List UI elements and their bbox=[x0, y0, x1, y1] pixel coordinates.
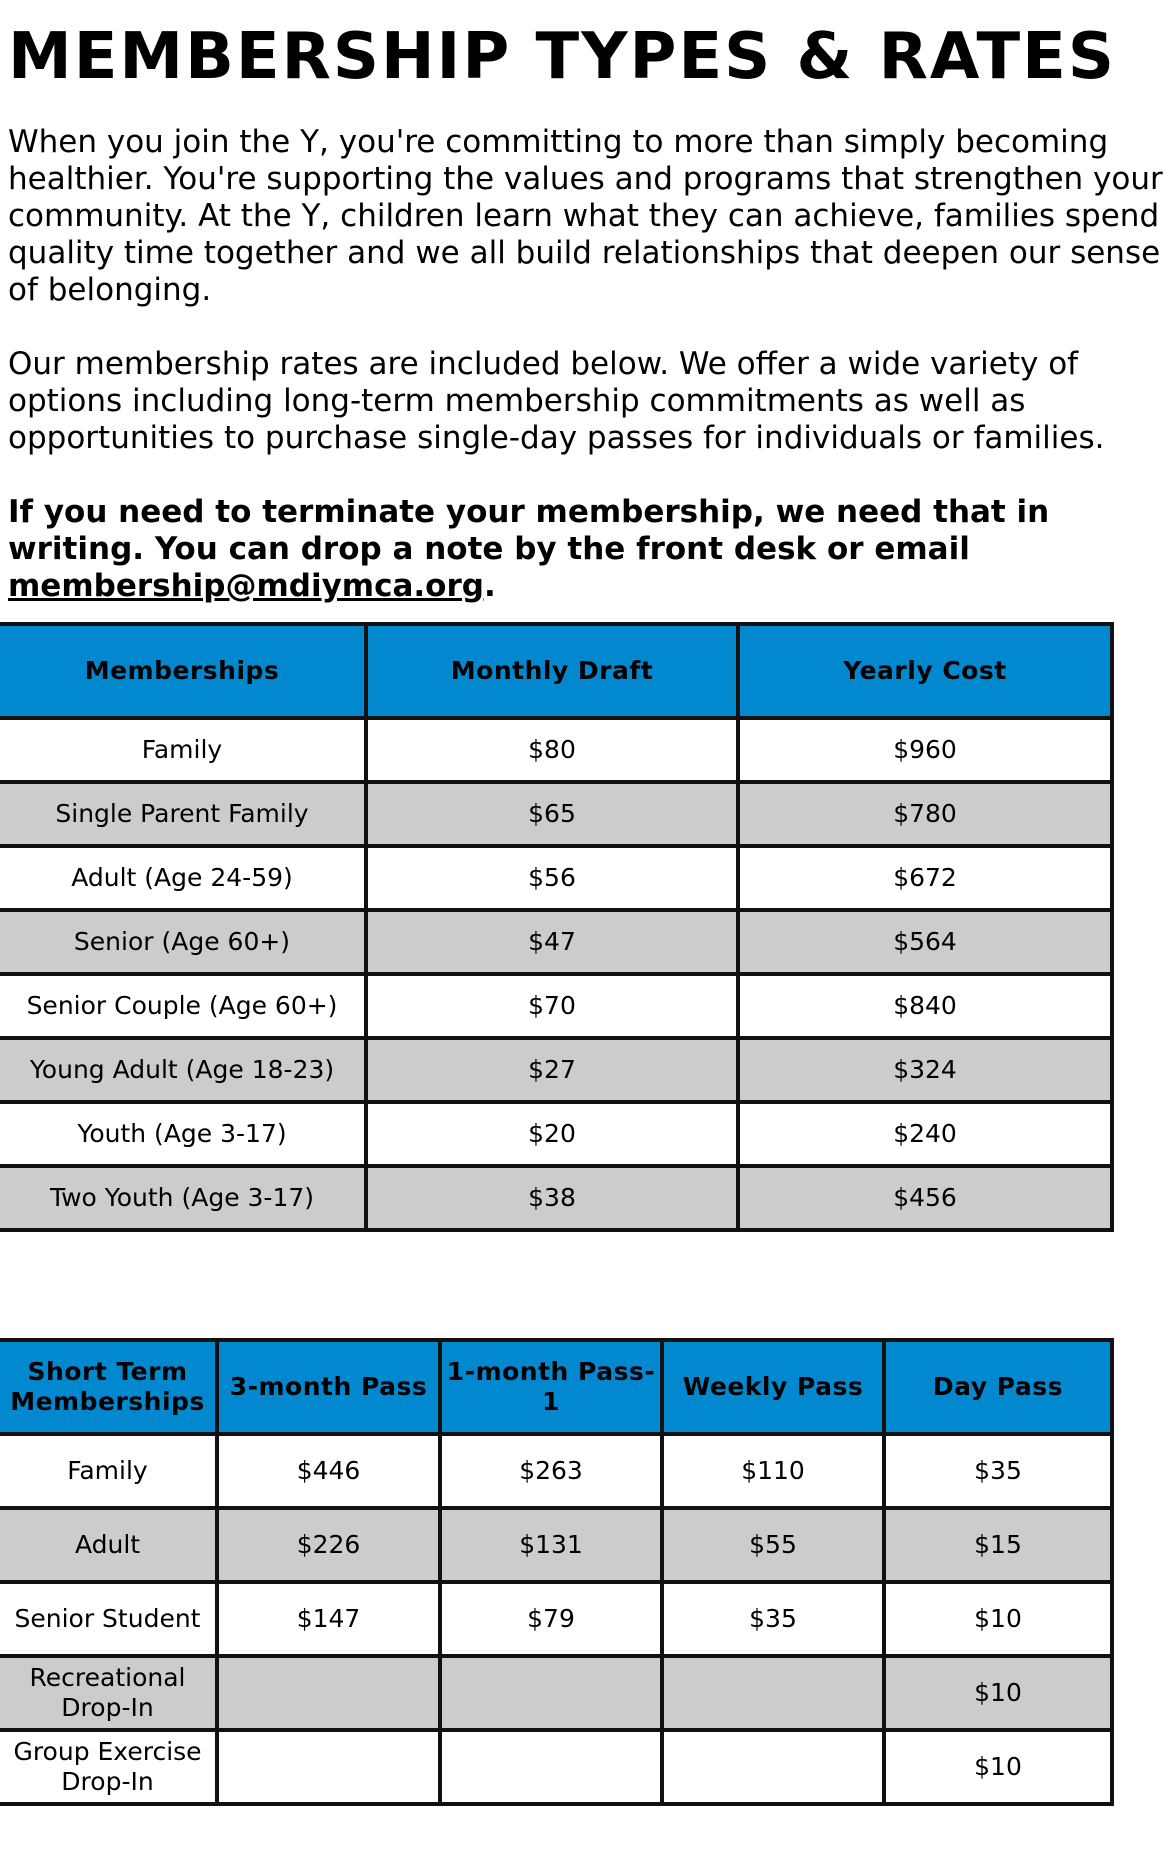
table-row bbox=[0, 1508, 1112, 1582]
table-row bbox=[0, 1166, 1112, 1230]
notice-period: . bbox=[483, 568, 496, 604]
table-row bbox=[0, 1038, 1112, 1102]
one-month-pass-cell: $79 bbox=[440, 1582, 662, 1656]
membership-email-link[interactable]: membership@mdiymca.org bbox=[8, 568, 484, 604]
yearly-cost-cell: $240 bbox=[738, 1102, 1112, 1166]
short-term-type-cell: Family bbox=[0, 1434, 217, 1508]
membership-type-cell: Young Adult (Age 18-23) bbox=[0, 1038, 366, 1102]
three-month-pass-cell bbox=[217, 1656, 440, 1730]
monthly-draft-cell: $38 bbox=[366, 1166, 738, 1230]
table-row bbox=[0, 718, 1112, 782]
memberships-table bbox=[0, 622, 1114, 1232]
table-row bbox=[0, 1434, 1112, 1508]
yearly-cost-cell: $456 bbox=[738, 1166, 1112, 1230]
table-row bbox=[0, 1102, 1112, 1166]
day-pass-cell: $10 bbox=[884, 1656, 1112, 1730]
weekly-pass-cell bbox=[662, 1656, 884, 1730]
short-term-table bbox=[0, 1338, 1114, 1806]
yearly-cost-cell: $840 bbox=[738, 974, 1112, 1038]
one-month-pass-cell bbox=[440, 1730, 662, 1804]
page-title: MEMBERSHIP TYPES & RATES bbox=[8, 20, 1116, 94]
day-pass-cell: $15 bbox=[884, 1508, 1112, 1582]
yearly-cost-cell: $672 bbox=[738, 846, 1112, 910]
header-1-month-pass: 1-month Pass-1 bbox=[440, 1340, 662, 1434]
table-row bbox=[0, 974, 1112, 1038]
monthly-draft-cell: $65 bbox=[366, 782, 738, 846]
header-memberships: Memberships bbox=[0, 624, 366, 718]
yearly-cost-cell: $324 bbox=[738, 1038, 1112, 1102]
table-row bbox=[0, 846, 1112, 910]
yearly-cost-cell: $780 bbox=[738, 782, 1112, 846]
day-pass-cell: $10 bbox=[884, 1730, 1112, 1804]
three-month-pass-cell bbox=[217, 1730, 440, 1804]
membership-type-cell: Two Youth (Age 3-17) bbox=[0, 1166, 366, 1230]
monthly-draft-cell: $80 bbox=[366, 718, 738, 782]
short-term-type-cell: Adult bbox=[0, 1508, 217, 1582]
intro-paragraph-2: Our membership rates are included below. We offer a wide variety of options including long-term membership commitments as well as opportunities to purchase single-day passes for individuals or families. bbox=[8, 346, 1105, 456]
membership-type-cell: Youth (Age 3-17) bbox=[0, 1102, 366, 1166]
header-3-month-pass: 3-month Pass bbox=[217, 1340, 440, 1434]
weekly-pass-cell: $110 bbox=[662, 1434, 884, 1508]
monthly-draft-cell: $47 bbox=[366, 910, 738, 974]
intro-text bbox=[8, 124, 1168, 605]
monthly-draft-cell: $70 bbox=[366, 974, 738, 1038]
header-monthly-draft: Monthly Draft bbox=[366, 624, 738, 718]
one-month-pass-cell: $263 bbox=[440, 1434, 662, 1508]
monthly-draft-cell: $27 bbox=[366, 1038, 738, 1102]
membership-type-cell: Senior (Age 60+) bbox=[0, 910, 366, 974]
termination-notice bbox=[8, 494, 1168, 605]
table-row bbox=[0, 1730, 1112, 1804]
weekly-pass-cell: $55 bbox=[662, 1508, 884, 1582]
monthly-draft-cell: $56 bbox=[366, 846, 738, 910]
membership-type-cell: Adult (Age 24-59) bbox=[0, 846, 366, 910]
memberships-header-row bbox=[0, 624, 1112, 718]
membership-type-cell: Single Parent Family bbox=[0, 782, 366, 846]
header-day-pass: Day Pass bbox=[884, 1340, 1112, 1434]
weekly-pass-cell bbox=[662, 1730, 884, 1804]
day-pass-cell: $10 bbox=[884, 1582, 1112, 1656]
membership-type-cell: Family bbox=[0, 718, 366, 782]
one-month-pass-cell bbox=[440, 1656, 662, 1730]
three-month-pass-cell: $147 bbox=[217, 1582, 440, 1656]
day-pass-cell: $35 bbox=[884, 1434, 1112, 1508]
short-term-type-cell: Group Exercise Drop-In bbox=[0, 1730, 217, 1804]
three-month-pass-cell: $446 bbox=[217, 1434, 440, 1508]
short-term-type-cell: Recreational Drop-In bbox=[0, 1656, 217, 1730]
monthly-draft-cell: $20 bbox=[366, 1102, 738, 1166]
table-row bbox=[0, 1582, 1112, 1656]
weekly-pass-cell: $35 bbox=[662, 1582, 884, 1656]
table-row bbox=[0, 782, 1112, 846]
membership-type-cell: Senior Couple (Age 60+) bbox=[0, 974, 366, 1038]
header-yearly-cost: Yearly Cost bbox=[738, 624, 1112, 718]
intro-paragraph-1: When you join the Y, you're committing to more than simply becoming healthier. You're supporting the values and programs that strengthen your community. At the Y, children learn what they can achieve, families spend quality time together and we all build relationships that deepen our sense of belonging. bbox=[8, 124, 1163, 308]
short-term-header-row bbox=[0, 1340, 1112, 1434]
yearly-cost-cell: $960 bbox=[738, 718, 1112, 782]
header-short-term-memberships: Short Term Memberships bbox=[0, 1340, 217, 1434]
table-row bbox=[0, 1656, 1112, 1730]
one-month-pass-cell: $131 bbox=[440, 1508, 662, 1582]
short-term-type-cell: Senior Student bbox=[0, 1582, 217, 1656]
header-weekly-pass: Weekly Pass bbox=[662, 1340, 884, 1434]
yearly-cost-cell: $564 bbox=[738, 910, 1112, 974]
table-row bbox=[0, 910, 1112, 974]
three-month-pass-cell: $226 bbox=[217, 1508, 440, 1582]
termination-notice-text: If you need to terminate your membership, we need that in writing. You can drop a note by the front desk or email bbox=[8, 494, 1050, 567]
